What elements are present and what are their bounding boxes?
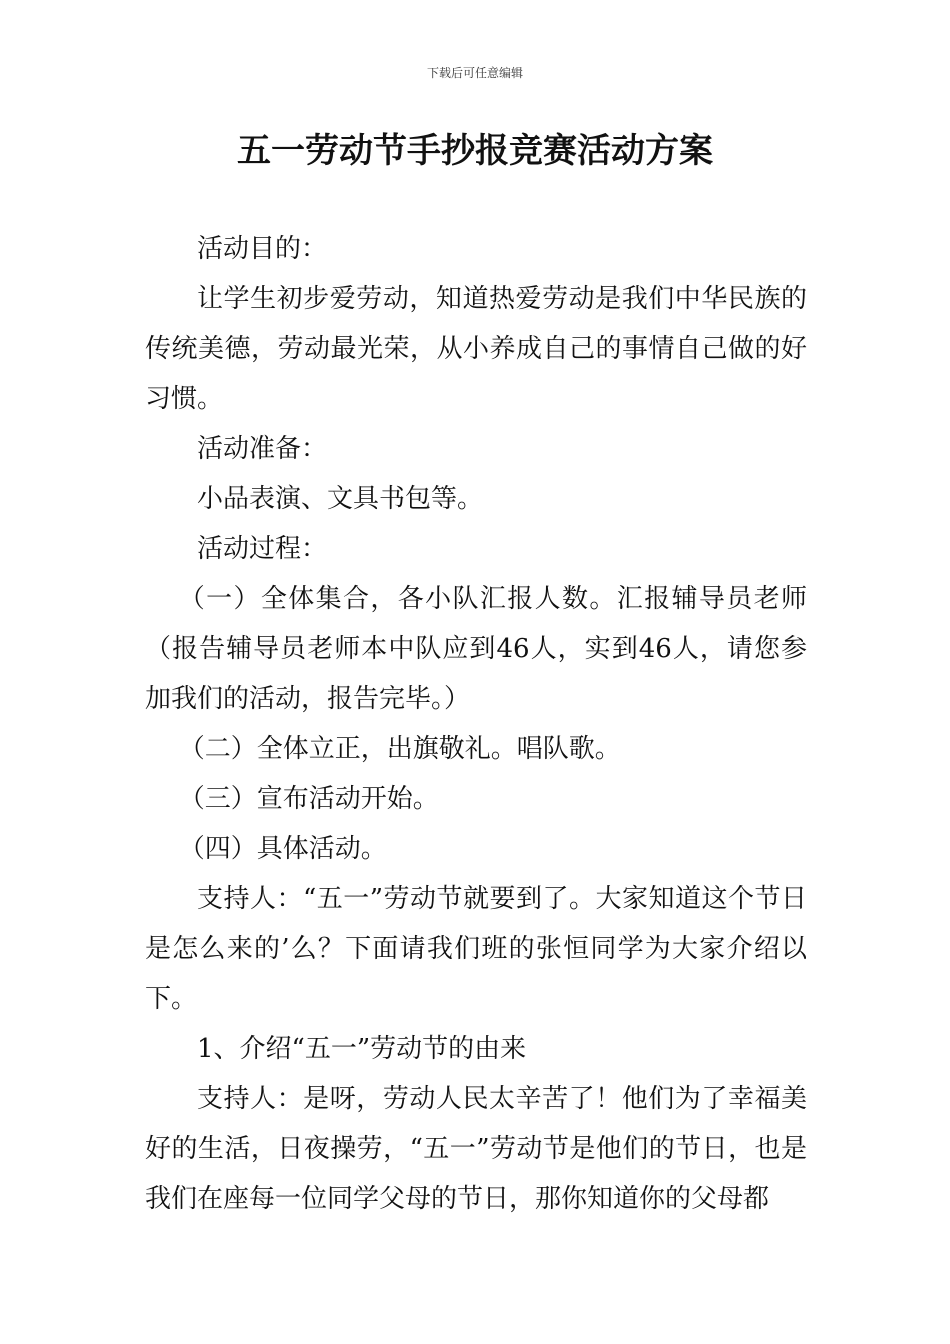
paragraph-purpose-heading: 活动目的： — [197, 234, 328, 264]
document-body — [145, 224, 807, 1224]
header-note: 下载后可任意编辑 — [426, 66, 523, 80]
paragraph-host-remarks: 支持人：是呀，劳动人民太辛苦了！他们为了幸福美好的生活，日夜操劳，“五一”劳动节是他们的节日，也是我们在座每一位同学父母的节日，那你知道你的父母都 — [145, 1084, 807, 1214]
paragraph-purpose: 让学生初步爱劳动，知道热爱劳动是我们中华民族的传统美德，劳动最光荣，从小养成自己的事情自己做的好习惯。 — [145, 284, 807, 414]
document-title: 五一劳动节手抄报竞赛活动方案 — [237, 131, 713, 171]
paragraph-preparation: 小品表演、文具书包等。 — [197, 484, 484, 514]
paragraph-host-intro: 支持人：“五一”劳动节就要到了。大家知道这个节日是怎么来的’么？下面请我们班的张恒同学为大家介绍以下。 — [145, 884, 807, 1014]
paragraph-step-1: （一）全体集合，各小队汇报人数。汇报辅导员老师（报告辅导员老师本中队应到46人，实到46人，请您参加我们的活动，报告完毕。） — [145, 584, 807, 714]
paragraph-process-heading: 活动过程： — [197, 534, 328, 564]
paragraph-item-1: 1、介绍“五一”劳动节的由来 — [197, 1034, 527, 1064]
paragraph-step-2: （二）全体立正，出旗敬礼。唱队歌。 — [178, 734, 621, 764]
paragraph-step-3: （三）宣布活动开始。 — [178, 784, 439, 814]
paragraph-preparation-heading: 活动准备： — [197, 434, 328, 464]
paragraph-step-4: （四）具体活动。 — [178, 834, 387, 864]
